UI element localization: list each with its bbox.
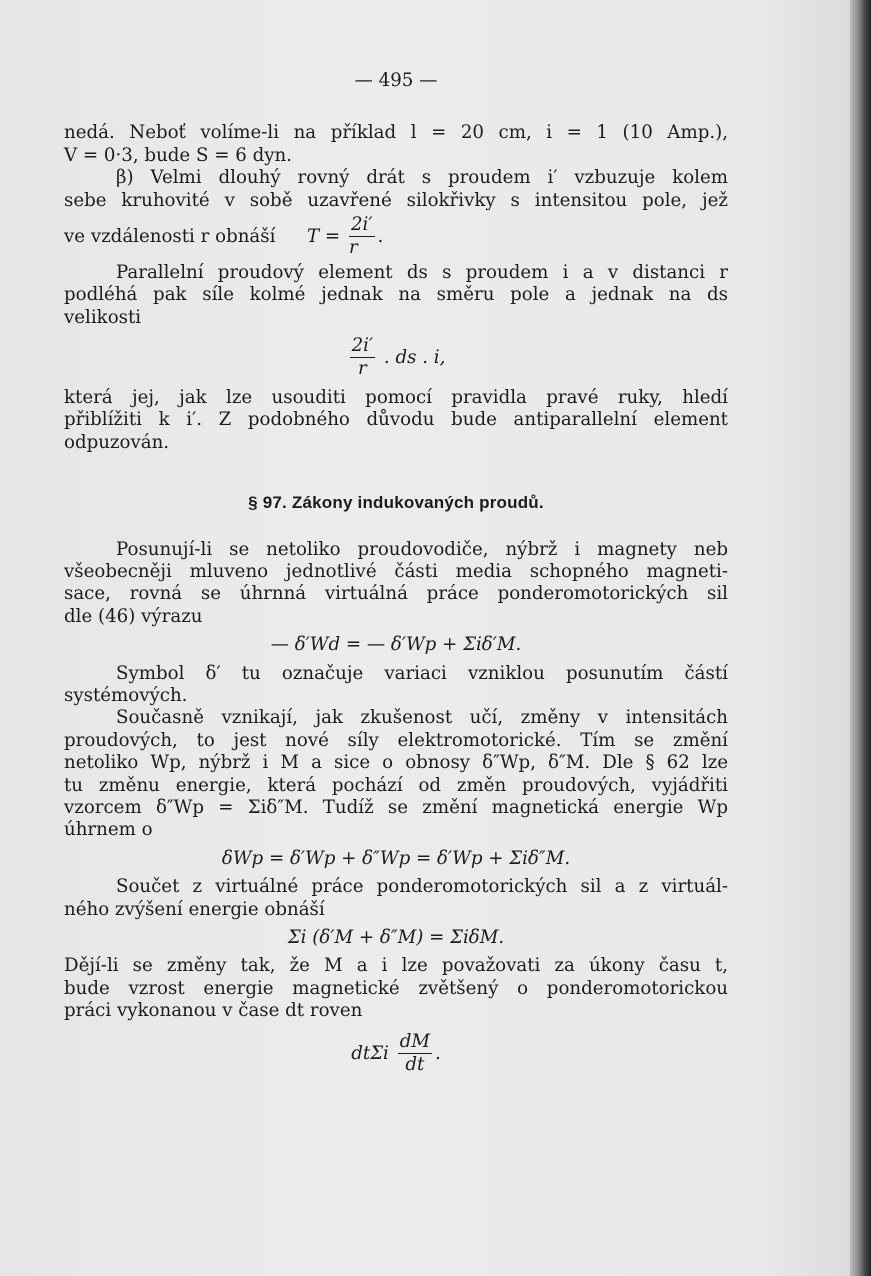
- text-line: Součet z virtuálné práce ponderomotorických sil a z virtuál-: [116, 876, 728, 898]
- fraction-numerator: 2i′: [349, 214, 375, 237]
- text-line: β) Velmi dlouhý rovný drát s proudem i′ vzbuzuje kolem: [116, 167, 728, 189]
- paragraph-7: [64, 707, 728, 841]
- fraction-numerator: 2i′: [350, 335, 376, 358]
- text-line: netoliko Wp, nýbrž i M a sice o obnosy δ″Wp, δ″M. Dle § 62 lze: [64, 752, 728, 774]
- paragraph-9: [64, 955, 728, 1022]
- formula-fraction: [398, 1031, 432, 1077]
- formula-virtual-work: — δ′Wd = — δ′Wp + Σiδ′M.: [270, 634, 522, 656]
- formula-fraction: [349, 214, 375, 260]
- text-line: velikosti: [64, 306, 142, 328]
- fraction-denominator: dt: [405, 1054, 425, 1076]
- formula-force: [64, 335, 728, 381]
- text-line: práci vykonanou v čase dt roven: [64, 1000, 363, 1022]
- text-line: která jej, jak lze usouditi pomocí pravidla pravé ruky, hledí: [64, 386, 728, 408]
- formula-sum: Σi (δ′M + δ″M) = ΣiδM.: [287, 927, 505, 948]
- text-line: Symbol δ′ tu označuje variaci vzniklou posunutím částí: [116, 662, 728, 684]
- formula-tail: . ds . i,: [383, 346, 446, 368]
- text-line: Současně vznikají, jak zkušenost učí, změny v intensitách: [116, 707, 728, 729]
- paragraph-1: [64, 122, 728, 167]
- text-line: proudových, to jest nové síly elektromotorické. Tím se změní: [64, 729, 728, 751]
- formula-tail: .: [434, 1042, 441, 1064]
- text-line: dle (46) výrazu: [64, 605, 203, 627]
- paragraph-5: [64, 539, 728, 629]
- paragraph-2: [64, 167, 728, 260]
- text-line: systémových.: [64, 684, 188, 706]
- formula-fraction: [350, 335, 376, 381]
- text-line: přiblížiti k i′. Z podobného důvodu bude antiparallelní element: [64, 409, 728, 431]
- page-edge-shadow: [850, 0, 871, 1276]
- text-line-with-formula: [64, 214, 728, 260]
- text-line: Posunují-li se netoliko proudovodiče, nýbrž i magnety neb: [116, 538, 728, 560]
- text-line: sace, rovná se úhrnná virtuálná práce ponderomotorických sil: [64, 583, 728, 605]
- text-line: ného zvýšení energie obnáší: [64, 898, 325, 920]
- page-text: [64, 70, 728, 1082]
- paragraph-3: [64, 262, 728, 329]
- text-fragment: ve vzdálenosti r obnáší: [64, 225, 276, 247]
- paragraph-8: [64, 876, 728, 921]
- text-line: úhrnem o: [64, 819, 153, 841]
- fraction-denominator: r: [348, 237, 358, 259]
- formula-tail: .: [377, 225, 384, 247]
- text-line: Parallelní proudový element ds s proudem i a v distanci r: [116, 261, 728, 283]
- paragraph-4: [64, 387, 728, 454]
- formula-energy-change: δWp = δ′Wp + δ″Wp = δ′Wp + Σiδ″M.: [221, 847, 571, 869]
- paragraph-6: [64, 663, 728, 708]
- text-line: vzorcem δ″Wp = Σiδ″M. Tudíž se změní magnetická energie Wp: [64, 796, 728, 818]
- formula-lead: dtΣi: [351, 1042, 389, 1064]
- text-line: všeobecněji mluveno jednotlivé části media schopného magneti-: [64, 560, 728, 582]
- section-heading: § 97. Zákony indukovaných proudů.: [248, 493, 544, 513]
- formula-final: [64, 1031, 728, 1077]
- text-line: podléhá pak síle kolmé jednak na směru pole a jednak na ds: [64, 284, 728, 306]
- page-number: — 495 —: [354, 70, 438, 91]
- text-line: sebe kruhovité v sobě uzavřené silokřivky s intensitou pole, jež: [64, 189, 728, 211]
- text-line: nedá. Neboť volíme-li na příklad l = 20 cm, i = 1 (10 Amp.),: [64, 122, 728, 144]
- text-line: Dějí-li se změny tak, že M a i lze považovati za úkony času t,: [64, 955, 728, 977]
- text-line: V = 0·3, bude S = 6 dyn.: [64, 144, 292, 166]
- formula-lhs: T =: [307, 225, 341, 247]
- text-line: bude vzrost energie magnetické zvětšený o ponderomotorickou: [64, 977, 728, 999]
- text-line: odpuzován.: [64, 431, 170, 453]
- fraction-denominator: r: [358, 358, 367, 380]
- fraction-numerator: dM: [398, 1031, 432, 1054]
- text-line: tu změnu energie, která pochází od změn proudových, vyjádřiti: [64, 774, 728, 796]
